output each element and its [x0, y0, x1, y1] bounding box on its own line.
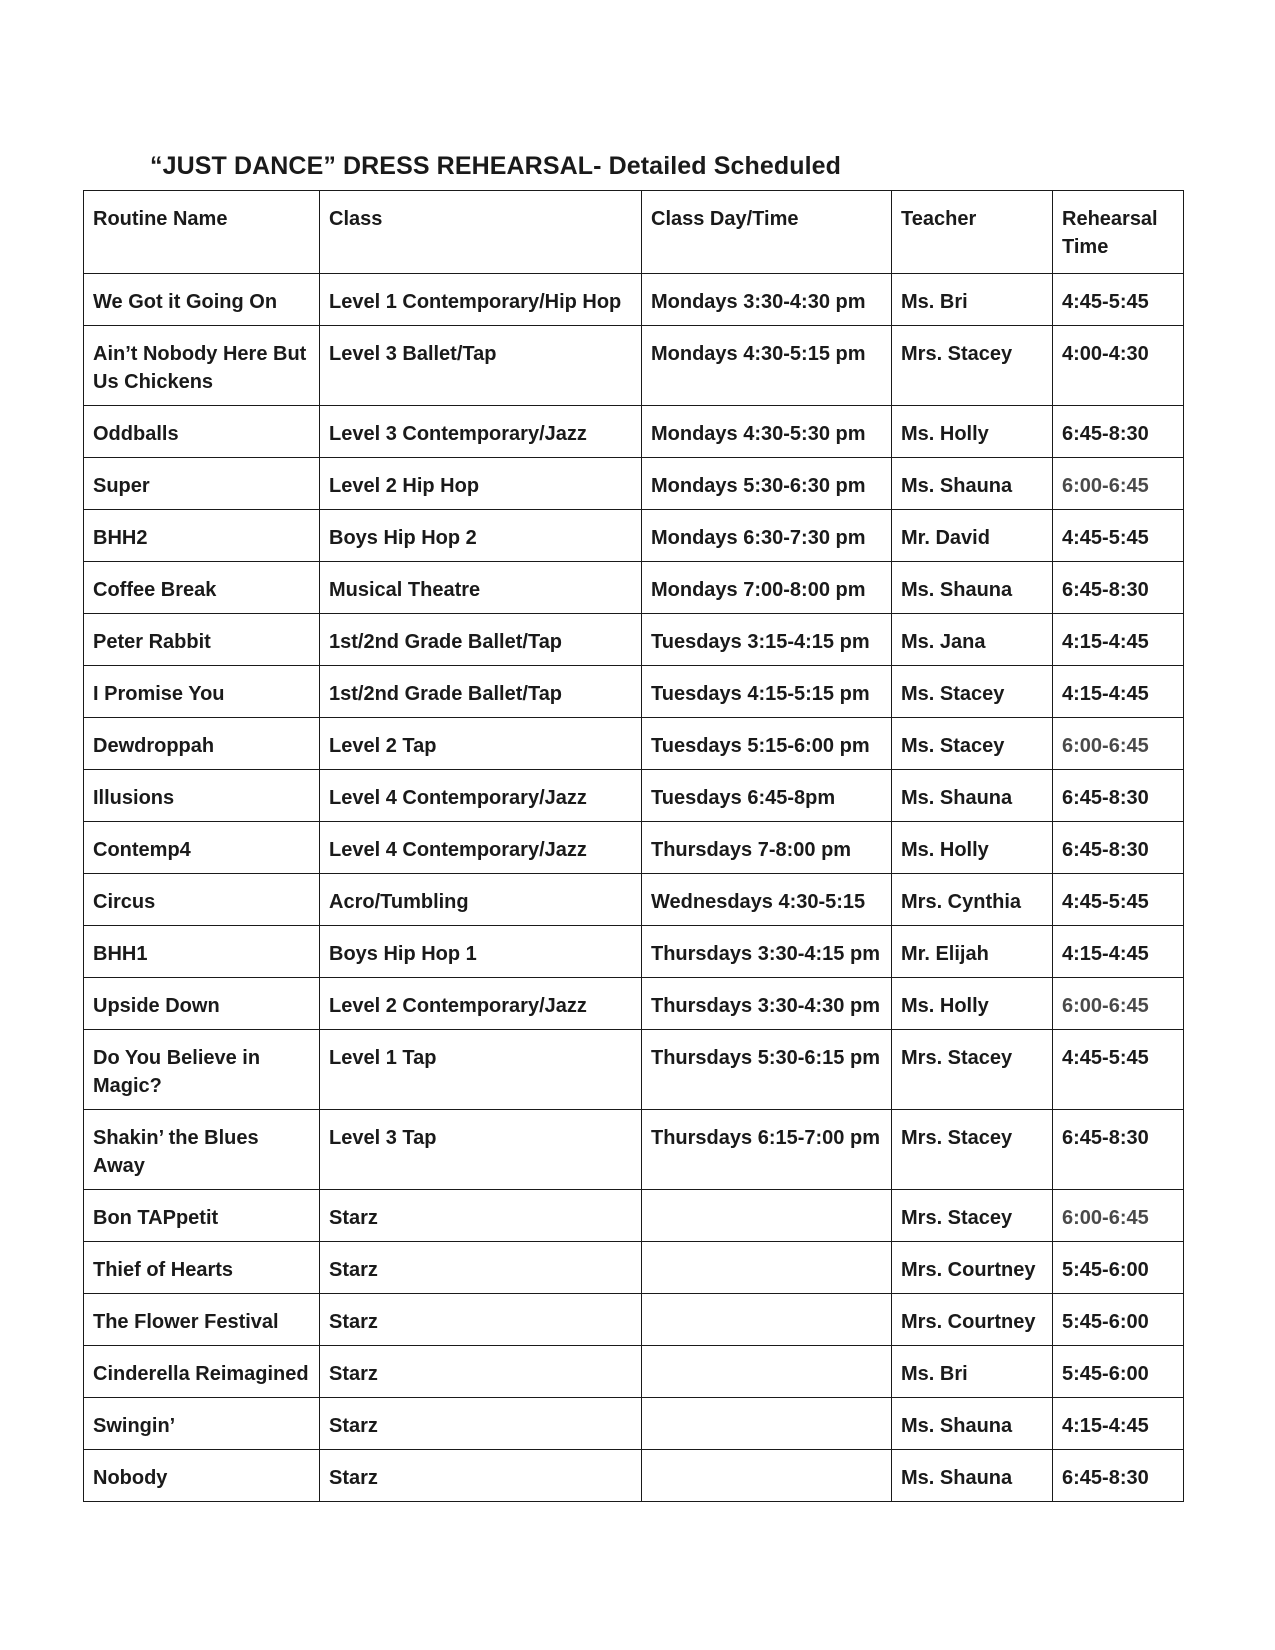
cell-class-day-time — [642, 1190, 892, 1242]
cell-routine-name: Super — [84, 458, 320, 510]
cell-class: Level 4 Contemporary/Jazz — [320, 822, 642, 874]
cell-teacher: Ms. Shauna — [892, 770, 1053, 822]
cell-class: Starz — [320, 1398, 642, 1450]
cell-class-day-time: Mondays 4:30-5:30 pm — [642, 406, 892, 458]
table-row — [84, 666, 1184, 718]
table-row — [84, 1346, 1184, 1398]
cell-teacher: Mrs. Stacey — [892, 1030, 1053, 1110]
cell-teacher: Ms. Holly — [892, 406, 1053, 458]
header-routine-name: Routine Name — [84, 191, 320, 274]
cell-teacher: Ms. Stacey — [892, 718, 1053, 770]
cell-teacher: Ms. Shauna — [892, 458, 1053, 510]
cell-routine-name: Coffee Break — [84, 562, 320, 614]
cell-class-day-time — [642, 1294, 892, 1346]
cell-teacher: Ms. Bri — [892, 1346, 1053, 1398]
cell-class: Level 1 Tap — [320, 1030, 642, 1110]
cell-rehearsal-time: 6:00-6:45 — [1053, 1190, 1184, 1242]
cell-rehearsal-time: 4:15-4:45 — [1053, 666, 1184, 718]
cell-routine-name: The Flower Festival — [84, 1294, 320, 1346]
cell-rehearsal-time: 4:00-4:30 — [1053, 326, 1184, 406]
cell-rehearsal-time: 6:45-8:30 — [1053, 562, 1184, 614]
cell-routine-name: Oddballs — [84, 406, 320, 458]
cell-class: Starz — [320, 1242, 642, 1294]
cell-class: Level 1 Contemporary/Hip Hop — [320, 274, 642, 326]
cell-routine-name: Circus — [84, 874, 320, 926]
cell-class-day-time — [642, 1242, 892, 1294]
cell-teacher: Mrs. Courtney — [892, 1294, 1053, 1346]
cell-teacher: Ms. Bri — [892, 274, 1053, 326]
page-title: “JUST DANCE” DRESS REHEARSAL- Detailed Scheduled — [150, 152, 842, 180]
cell-class: Starz — [320, 1450, 642, 1502]
cell-class: Level 3 Ballet/Tap — [320, 326, 642, 406]
cell-class-day-time: Thursdays 7-8:00 pm — [642, 822, 892, 874]
cell-class-day-time: Mondays 3:30-4:30 pm — [642, 274, 892, 326]
cell-class: 1st/2nd Grade Ballet/Tap — [320, 666, 642, 718]
cell-class: Level 3 Contemporary/Jazz — [320, 406, 642, 458]
cell-class: Level 2 Hip Hop — [320, 458, 642, 510]
header-row — [84, 191, 1184, 274]
table-row — [84, 770, 1184, 822]
cell-routine-name: Cinderella Reimagined — [84, 1346, 320, 1398]
cell-rehearsal-time: 4:45-5:45 — [1053, 510, 1184, 562]
cell-routine-name: Nobody — [84, 1450, 320, 1502]
cell-teacher: Ms. Jana — [892, 614, 1053, 666]
table-row — [84, 1110, 1184, 1190]
cell-rehearsal-time: 4:45-5:45 — [1053, 874, 1184, 926]
cell-rehearsal-time: 6:45-8:30 — [1053, 770, 1184, 822]
cell-class-day-time — [642, 1398, 892, 1450]
table-row — [84, 510, 1184, 562]
table-row — [84, 562, 1184, 614]
table-row — [84, 1190, 1184, 1242]
cell-class: Level 2 Contemporary/Jazz — [320, 978, 642, 1030]
cell-routine-name: Illusions — [84, 770, 320, 822]
cell-routine-name: Contemp4 — [84, 822, 320, 874]
cell-class: Boys Hip Hop 1 — [320, 926, 642, 978]
cell-routine-name: Ain’t Nobody Here But Us Chickens — [84, 326, 320, 406]
cell-class-day-time: Tuesdays 4:15-5:15 pm — [642, 666, 892, 718]
cell-class-day-time: Thursdays 6:15-7:00 pm — [642, 1110, 892, 1190]
cell-class: Starz — [320, 1294, 642, 1346]
cell-class: Musical Theatre — [320, 562, 642, 614]
cell-class-day-time: Mondays 5:30-6:30 pm — [642, 458, 892, 510]
cell-class-day-time: Tuesdays 5:15-6:00 pm — [642, 718, 892, 770]
table-row — [84, 406, 1184, 458]
table-row — [84, 874, 1184, 926]
cell-class-day-time: Tuesdays 6:45-8pm — [642, 770, 892, 822]
cell-routine-name: Dewdroppah — [84, 718, 320, 770]
cell-rehearsal-time: 6:45-8:30 — [1053, 406, 1184, 458]
cell-class-day-time: Wednesdays 4:30-5:15 — [642, 874, 892, 926]
cell-class: Level 4 Contemporary/Jazz — [320, 770, 642, 822]
cell-teacher: Mr. David — [892, 510, 1053, 562]
table-row — [84, 274, 1184, 326]
cell-class: Starz — [320, 1190, 642, 1242]
cell-teacher: Ms. Shauna — [892, 1398, 1053, 1450]
cell-class: Level 3 Tap — [320, 1110, 642, 1190]
table-row — [84, 458, 1184, 510]
cell-class-day-time: Mondays 4:30-5:15 pm — [642, 326, 892, 406]
cell-class: 1st/2nd Grade Ballet/Tap — [320, 614, 642, 666]
schedule-table — [83, 190, 1184, 1502]
cell-routine-name: Swingin’ — [84, 1398, 320, 1450]
table-header — [84, 191, 1184, 274]
cell-class-day-time: Thursdays 5:30-6:15 pm — [642, 1030, 892, 1110]
table-body — [84, 274, 1184, 1502]
cell-teacher: Ms. Shauna — [892, 562, 1053, 614]
cell-routine-name: Peter Rabbit — [84, 614, 320, 666]
cell-rehearsal-time: 6:45-8:30 — [1053, 1110, 1184, 1190]
table-row — [84, 1398, 1184, 1450]
cell-class-day-time — [642, 1450, 892, 1502]
cell-rehearsal-time: 6:00-6:45 — [1053, 978, 1184, 1030]
cell-class-day-time: Thursdays 3:30-4:15 pm — [642, 926, 892, 978]
cell-rehearsal-time: 6:00-6:45 — [1053, 458, 1184, 510]
cell-routine-name: Do You Believe in Magic? — [84, 1030, 320, 1110]
header-rehearsal-time: Rehearsal Time — [1053, 191, 1184, 274]
cell-class: Acro/Tumbling — [320, 874, 642, 926]
cell-class-day-time: Tuesdays 3:15-4:15 pm — [642, 614, 892, 666]
cell-teacher: Mrs. Cynthia — [892, 874, 1053, 926]
cell-routine-name: Bon TAPpetit — [84, 1190, 320, 1242]
cell-class: Boys Hip Hop 2 — [320, 510, 642, 562]
table-row — [84, 614, 1184, 666]
cell-routine-name: Upside Down — [84, 978, 320, 1030]
cell-teacher: Ms. Shauna — [892, 1450, 1053, 1502]
cell-class-day-time — [642, 1346, 892, 1398]
cell-teacher: Mr. Elijah — [892, 926, 1053, 978]
cell-rehearsal-time: 6:00-6:45 — [1053, 718, 1184, 770]
table-row — [84, 1294, 1184, 1346]
header-class: Class — [320, 191, 642, 274]
table-row — [84, 926, 1184, 978]
cell-class: Starz — [320, 1346, 642, 1398]
cell-rehearsal-time: 4:15-4:45 — [1053, 614, 1184, 666]
cell-rehearsal-time: 4:45-5:45 — [1053, 274, 1184, 326]
cell-class: Level 2 Tap — [320, 718, 642, 770]
cell-class-day-time: Mondays 7:00-8:00 pm — [642, 562, 892, 614]
cell-routine-name: Shakin’ the Blues Away — [84, 1110, 320, 1190]
cell-rehearsal-time: 5:45-6:00 — [1053, 1346, 1184, 1398]
cell-routine-name: BHH2 — [84, 510, 320, 562]
cell-teacher: Mrs. Stacey — [892, 1110, 1053, 1190]
cell-teacher: Ms. Stacey — [892, 666, 1053, 718]
table-row — [84, 822, 1184, 874]
cell-rehearsal-time: 4:45-5:45 — [1053, 1030, 1184, 1110]
cell-rehearsal-time: 4:15-4:45 — [1053, 1398, 1184, 1450]
cell-rehearsal-time: 5:45-6:00 — [1053, 1242, 1184, 1294]
cell-routine-name: Thief of Hearts — [84, 1242, 320, 1294]
cell-routine-name: I Promise You — [84, 666, 320, 718]
table-row — [84, 326, 1184, 406]
table-row — [84, 1030, 1184, 1110]
cell-teacher: Mrs. Stacey — [892, 1190, 1053, 1242]
header-teacher: Teacher — [892, 191, 1053, 274]
cell-rehearsal-time: 4:15-4:45 — [1053, 926, 1184, 978]
header-class-day-time: Class Day/Time — [642, 191, 892, 274]
cell-routine-name: BHH1 — [84, 926, 320, 978]
cell-teacher: Ms. Holly — [892, 978, 1053, 1030]
table-row — [84, 1450, 1184, 1502]
cell-rehearsal-time: 6:45-8:30 — [1053, 822, 1184, 874]
cell-rehearsal-time: 5:45-6:00 — [1053, 1294, 1184, 1346]
table-row — [84, 1242, 1184, 1294]
cell-teacher: Mrs. Stacey — [892, 326, 1053, 406]
cell-class-day-time: Thursdays 3:30-4:30 pm — [642, 978, 892, 1030]
table-row — [84, 978, 1184, 1030]
cell-routine-name: We Got it Going On — [84, 274, 320, 326]
cell-teacher: Ms. Holly — [892, 822, 1053, 874]
cell-rehearsal-time: 6:45-8:30 — [1053, 1450, 1184, 1502]
cell-teacher: Mrs. Courtney — [892, 1242, 1053, 1294]
cell-class-day-time: Mondays 6:30-7:30 pm — [642, 510, 892, 562]
table-row — [84, 718, 1184, 770]
